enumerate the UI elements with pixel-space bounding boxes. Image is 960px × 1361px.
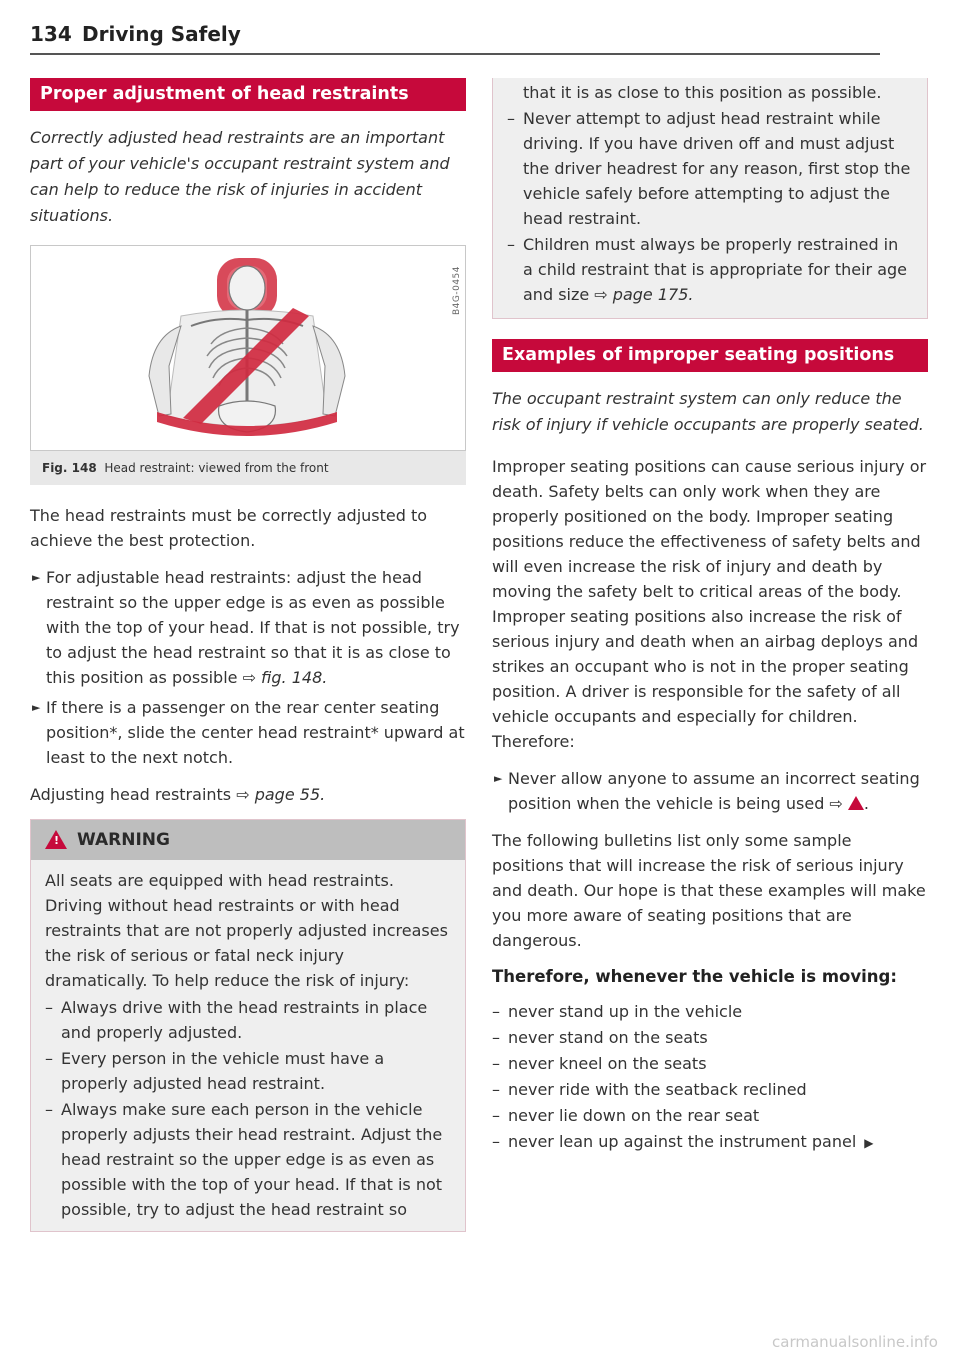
bullet-triangle-icon: ► bbox=[32, 701, 41, 714]
warning-list-continued bbox=[507, 106, 913, 307]
bullet-list-adjust bbox=[30, 565, 466, 770]
never-item: – never stand up in the vehicle bbox=[492, 999, 928, 1025]
figure-head-restraint bbox=[30, 245, 466, 451]
para-bulletins: The following bulletins list only some sample positions that will increase the risk of serious injury and death. Our hope is that these examples will make you more aware of seating positions that are dangerous. bbox=[492, 831, 926, 950]
heading-improper-seating: Examples of improper seating positions bbox=[492, 339, 928, 372]
bullet-never-allow: ► Never allow anyone to assume an incorrect seating position when the vehicle is being used ⇨ . bbox=[492, 766, 928, 816]
intro-improper-seating: The occupant restraint system can only reduce the risk of injury if vehicle occupants are properly seated. bbox=[492, 389, 924, 434]
left-column bbox=[30, 78, 466, 1232]
warning-triangle-icon: ! bbox=[45, 830, 67, 849]
warning-ref-icon[interactable] bbox=[848, 796, 864, 810]
fig-ref-link[interactable]: ⇨ fig. 148. bbox=[242, 668, 328, 687]
bullet-list-seating bbox=[492, 766, 928, 816]
para-adjusting-ref: Adjusting head restraints ⇨ page 55. bbox=[30, 785, 326, 804]
watermark: carmanualsonline.info bbox=[772, 1333, 938, 1351]
warning-item: – Always make sure each person in the vehicle properly adjusts their head restraint. Adjust the head restraint so the upper edge is as even as possible with the top of your head. If that is not possible, try to adjust the head restraint so bbox=[45, 1097, 451, 1222]
warning-item: – Always drive with the head restraints in place and properly adjusted. bbox=[45, 995, 451, 1045]
figure-label: Fig. 148 bbox=[42, 461, 97, 475]
warning-list bbox=[45, 995, 451, 1222]
warning-item-children: – Children must always be properly restrained in a child restraint that is appropriate for their age and size ⇨ page 175. bbox=[507, 232, 913, 307]
never-item: – never stand on the seats bbox=[492, 1025, 928, 1051]
warning-body bbox=[31, 860, 465, 1231]
warning-text: All seats are equipped with head restraints. Driving without head restraints or with head restraints that are not properly adjusted increases the risk of serious or fatal neck injury dramatically. To help reduce the risk of injury: bbox=[45, 871, 448, 990]
warning-item: – Every person in the vehicle must have a properly adjusted head restraint. bbox=[45, 1046, 451, 1096]
bullet-triangle-icon: ► bbox=[494, 772, 503, 785]
bullet-rear-center: ► If there is a passenger on the rear center seating position*, slide the center head restraint* upward at least to the next notch. bbox=[30, 695, 466, 770]
figure-caption bbox=[30, 451, 466, 485]
warning-box-continued bbox=[492, 78, 928, 319]
para-improper-positions: Improper seating positions can cause serious injury or death. Safety belts can only work when they are properly positioned on the body. Improper seating positions reduce the effectiveness of safety belts and will even increase the risk of injury and death by moving the safety belt to critical areas of the body. Improper seating positions also increase the risk of serious injury and death when an airbag deploys and strikes an occupant who is not in the proper seating position. A driver is responsible for the safety of all vehicle occupants and especially for children. Therefore: bbox=[492, 457, 927, 751]
never-item-last: – never lean up against the instrument panel ▶ bbox=[492, 1129, 928, 1156]
never-list bbox=[492, 999, 928, 1156]
warning-continuation: that it is as close to this position as possible. bbox=[523, 83, 882, 102]
bullet-adjustable: ► For adjustable head restraints: adjust the head restraint so the upper edge is as even as possible with the top of your head. If that is not possible, try to adjust the head restraint so that it is as close to this position as possible ⇨ fig. 148. bbox=[30, 565, 466, 690]
intro-head-restraints: Correctly adjusted head restraints are an important part of your vehicle's occupant restraint system and can help to reduce the risk of injuries in accident situations. bbox=[30, 128, 450, 225]
header-rule bbox=[30, 53, 880, 55]
continue-arrow-icon: ▶ bbox=[864, 1136, 874, 1150]
figure-caption-text: Head restraint: viewed from the front bbox=[104, 461, 329, 475]
page-ref-link[interactable]: ⇨ page 175. bbox=[594, 285, 694, 304]
warning-item: – Never attempt to adjust head restraint while driving. If you have driven off and must adjust the driver headrest for any reason, first stop the vehicle safely before attempting to adjust the head restraint. bbox=[507, 106, 913, 231]
never-item: – never lie down on the rear seat bbox=[492, 1103, 928, 1129]
section-title: Driving Safely bbox=[82, 22, 241, 46]
skeleton-illustration bbox=[31, 246, 465, 450]
never-item: – never kneel on the seats bbox=[492, 1051, 928, 1077]
page-header bbox=[30, 22, 880, 58]
warning-header bbox=[31, 820, 465, 860]
right-column bbox=[492, 78, 928, 1156]
page-ref-link[interactable]: ⇨ page 55. bbox=[236, 785, 326, 804]
subhead-whenever-moving: Therefore, whenever the vehicle is moving: bbox=[492, 967, 897, 986]
heading-head-restraints: Proper adjustment of head restraints bbox=[30, 78, 466, 111]
page-number: 134 bbox=[30, 22, 72, 46]
bullet-triangle-icon: ► bbox=[32, 571, 41, 584]
para-correct-adjust: The head restraints must be correctly adjusted to achieve the best protection. bbox=[30, 506, 428, 550]
never-item: – never ride with the seatback reclined bbox=[492, 1077, 928, 1103]
warning-title: WARNING bbox=[77, 830, 170, 850]
figure-code: B4G-0454 bbox=[452, 266, 462, 316]
warning-box bbox=[30, 819, 466, 1232]
